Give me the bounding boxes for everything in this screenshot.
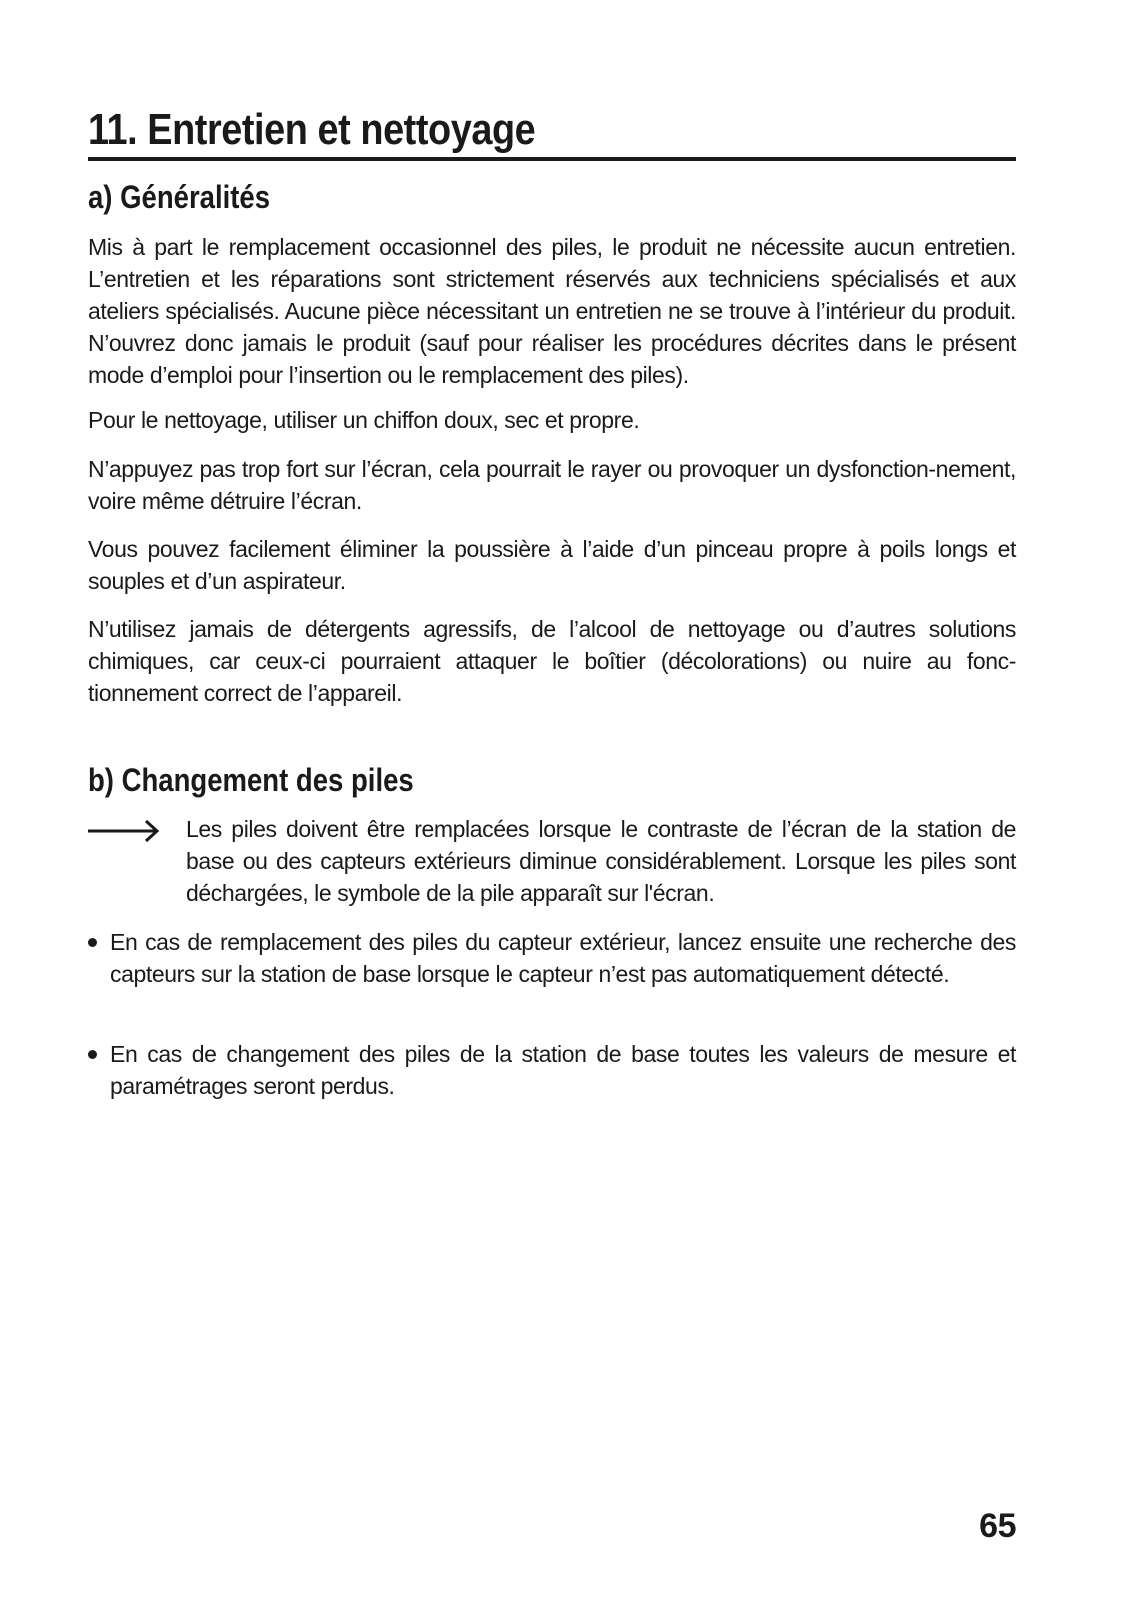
arrow-note-text: Les piles doivent être remplacées lorsque le contraste de l’écran de la station de base ou des capteurs extérieurs diminue considérablement. Lorsque les piles sont déchargées, le symbole de la pile apparaît sur l'écran. bbox=[186, 816, 1016, 906]
section-heading-generalites: a) Généralités bbox=[88, 179, 271, 215]
page-number: 65 bbox=[979, 1507, 1016, 1545]
paragraph-cleaning-cloth: Pour le nettoyage, utiliser un chiffon doux, sec et propre. bbox=[88, 407, 640, 433]
title-underline bbox=[88, 157, 1016, 161]
page-title: 11. Entretien et nettoyage bbox=[88, 105, 536, 154]
bullet-icon bbox=[88, 1050, 97, 1059]
list-item-text: En cas de changement des piles de la station de base toutes les valeurs de mesure et paramétrages seront perdus. bbox=[110, 1041, 1016, 1099]
list-item-text: En cas de remplacement des piles du capteur extérieur, lancez ensuite une recherche des capteurs sur la station de base lorsque le capteur n’est pas automatiquement détecté. bbox=[110, 929, 1016, 987]
paragraph-maintenance: Mis à part le remplacement occasionnel des piles, le produit ne nécessite aucun entretien. L’entretien et les réparations sont strictement réservés aux techniciens spécialisés et aux ateliers spécialisés. Aucune pièce nécessitant un entretien ne se trouve à l’intérieur du produit. N’ouvrez donc jamais le produit (sauf pour réaliser les procédures décrites dans le présent mode d’emploi pour l’insertion ou le remplacement des piles). bbox=[88, 234, 1016, 388]
section-heading-changement-piles: b) Changement des piles bbox=[88, 762, 414, 798]
bullet-icon bbox=[88, 938, 97, 947]
paragraph-dust-removal: Vous pouvez facilement éliminer la poussière à l’aide d’un pinceau propre à poils longs et souples et d’un aspirateur. bbox=[88, 536, 1016, 594]
document-page bbox=[88, 0, 1016, 1600]
paragraph-detergents-warning: N’utilisez jamais de détergents agressifs, de l’alcool de nettoyage ou d’autres solutions chimiques, car ceux-ci pourraient attaquer le boîtier (décolorations) ou nuire au fonc-tionnement correct de l’appareil. bbox=[88, 616, 1016, 706]
paragraph-screen-pressure: N’appuyez pas trop fort sur l’écran, cela pourrait le rayer ou provoquer un dysfonction-nement, voire même détruire l’écran. bbox=[88, 456, 1016, 514]
arrow-right-icon bbox=[88, 819, 160, 843]
